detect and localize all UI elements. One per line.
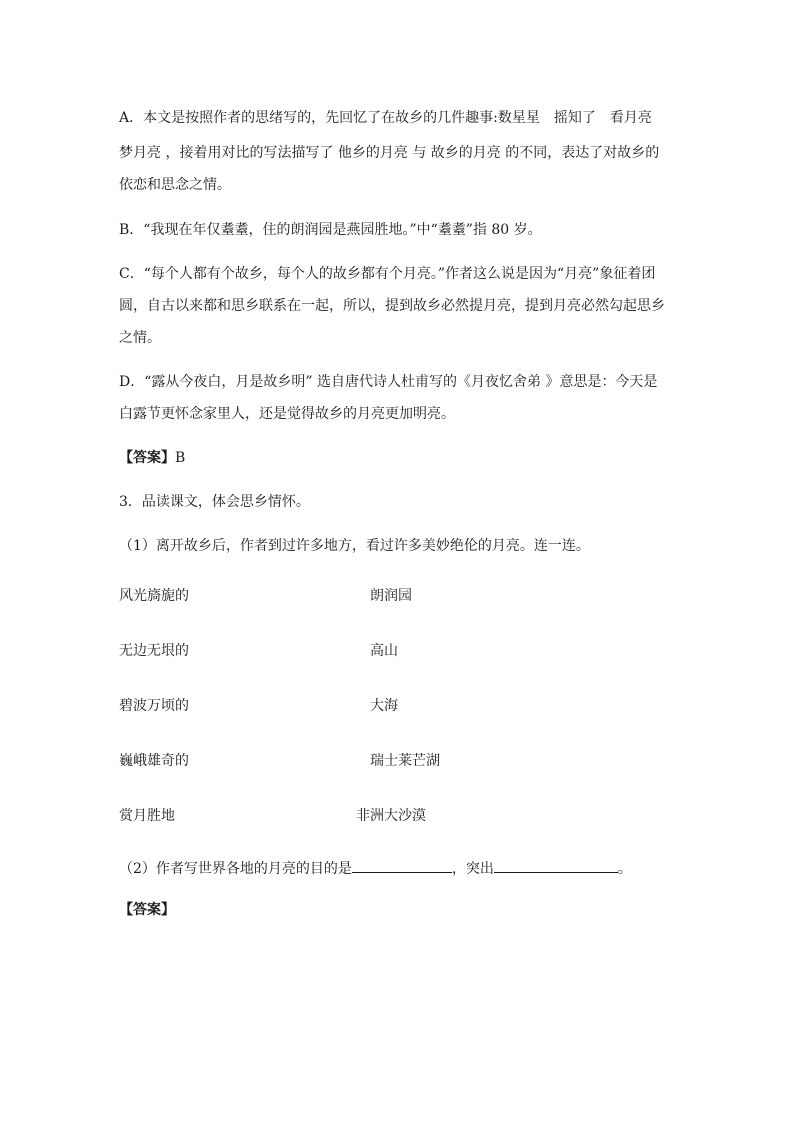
match-right-item: 朗润园 — [370, 588, 412, 604]
question-3-sub-1: （1）离开故乡后，作者到过许多地方，看过许多美妙绝伦的月亮。连一连。 — [119, 538, 590, 554]
sub-2-suffix: 。 — [617, 861, 632, 877]
answer-2-label: 【答案】 — [119, 902, 175, 918]
match-left-item: 无边无垠的 — [119, 643, 189, 659]
option-d-line-2: 白露节更怀念家里人，还是觉得故乡的月亮更加明亮。 — [119, 406, 455, 422]
match-right-item: 非洲大沙漠 — [356, 808, 426, 824]
option-c-line-1: C．“每个人都有个故乡，每个人的故乡都有个月亮。”作者这么说是因为“月亮”象征着团 — [119, 266, 656, 282]
sub-2-middle: ，突出 — [451, 861, 494, 877]
match-right-item: 高山 — [370, 643, 398, 659]
option-a-line-1: A．本文是按照作者的思绪写的，先回忆了在故乡的几件趣事:数星星 摇知了 看月亮 — [119, 110, 652, 126]
match-left-item: 赏月胜地 — [119, 808, 175, 824]
option-c-line-3: 之情。 — [119, 330, 161, 346]
match-right-item: 瑞士莱芒湖 — [370, 753, 440, 769]
answer-label: 【答案】 — [119, 450, 175, 466]
option-a-line-2: 梦月亮 ，接着用对比的写法描写了 他乡的月亮 与 故乡的月亮 的不同，表达了对故乡的 — [119, 145, 660, 161]
fill-blank-1[interactable] — [352, 858, 452, 873]
question-3-sub-2 — [119, 858, 632, 879]
option-b-line-1: B．“我现在年仅耋耋，住的朗润园是燕园胜地。”中“耋耋”指 80 岁。 — [119, 222, 542, 238]
sub-2-prefix: （2）作者写世界各地的月亮的目的是 — [119, 861, 352, 877]
option-d-line-1: D．“露从今夜白，月是故乡明” 选自唐代诗人杜甫写的《月夜忆舍弟 》意思是：今天是 — [119, 374, 658, 390]
fill-blank-2[interactable] — [494, 858, 618, 873]
option-c-line-2: 圆，自古以来都和思乡联系在一起，所以，提到故乡必然提月亮，提到月亮必然勾起思乡 — [119, 298, 665, 314]
match-left-item: 巍峨雄奇的 — [119, 753, 189, 769]
answer-1 — [119, 448, 185, 468]
option-a-line-3: 依恋和思念之情。 — [119, 177, 231, 193]
match-right-item: 大海 — [370, 698, 398, 714]
question-3-title: 3．品读课文，体会思乡情怀。 — [119, 494, 310, 510]
answer-value: B — [175, 450, 186, 466]
match-left-item: 风光旖旎的 — [119, 588, 189, 604]
match-left-item: 碧波万顷的 — [119, 698, 189, 714]
